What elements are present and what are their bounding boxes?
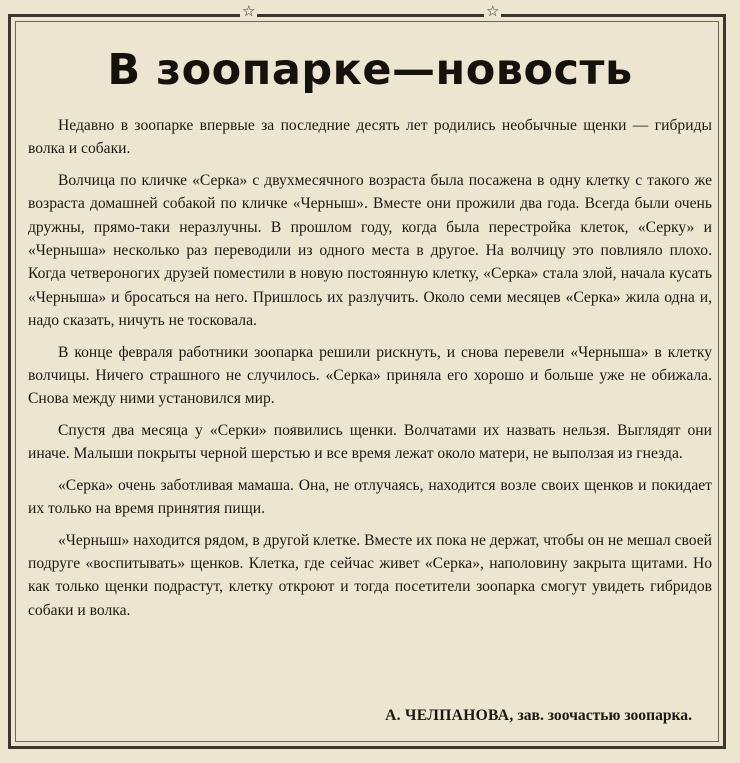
article-paragraph: Недавно в зоопарке впервые за последние десять лет родились необычные щенки — гибриды волка и собаки. bbox=[28, 117, 712, 158]
article-body bbox=[28, 114, 712, 630]
author-signature bbox=[385, 705, 692, 727]
article-paragraph: «Черныш» находится рядом, в другой клетке. Вместе их пока не держат, чтобы он не мешал своей подруге «воспитывать» щенков. Клетка, где сейчас живет «Серка», наполовину закрыта щитами. Но как только щенки подрастут, клетку откроют и тогда посетители зоопарка смогут увидеть гибридов собаки и волка. bbox=[28, 531, 712, 619]
article-paragraph: «Серка» очень заботливая мамаша. Она, не отлучаясь, находится возле своих щенков и покидает их только на время принятия пищи. bbox=[28, 476, 712, 518]
star-icon: ☆ bbox=[486, 2, 500, 20]
article-paragraph: В конце февраля работники зоопарка решили рискнуть, и снова перевели «Черныша» в клетку волчицы. Ничего страшного не случилось. «Серка» приняла его хорошо и больше уже не обижала. Снова между ними установился мир. bbox=[28, 343, 712, 408]
article-title: В зоопарке—новость bbox=[107, 45, 633, 95]
star-icon: ☆ bbox=[242, 2, 256, 20]
author-position: зав. зоочастью зоопарка. bbox=[517, 707, 692, 724]
article-paragraph: Волчица по кличке «Серка» с двухмесячного возраста была посажена в одну клетку с такого же возраста домашней собакой по кличке «Черныш». Вместе они прожили два года. Всегда были очень дружны, прямо-таки неразлучны. В прошлом году, когда была перестройка клеток, «Серку» и «Черныша» несколько раз переводили из одного места в другое. На волчицу это повлияло плохо. Когда четвероногих друзей поместили в новую постоянную клетку, «Серка» стала злой, начала кусать «Черныша» и бросаться на него. Пришлось их разлучить. Около семи месяцев «Серка» жила одна и, надо сказать, ничуть не тосковала. bbox=[28, 171, 712, 330]
article-paragraph: Спустя два месяца у «Серки» появились щенки. Волчатами их назвать нельзя. Выглядят они иначе. Малыши покрыты черной шерстью и все время лежат около матери, не выползая из гнезда. bbox=[28, 421, 712, 463]
author-name: А. ЧЕЛПАНОВА, bbox=[385, 707, 514, 724]
